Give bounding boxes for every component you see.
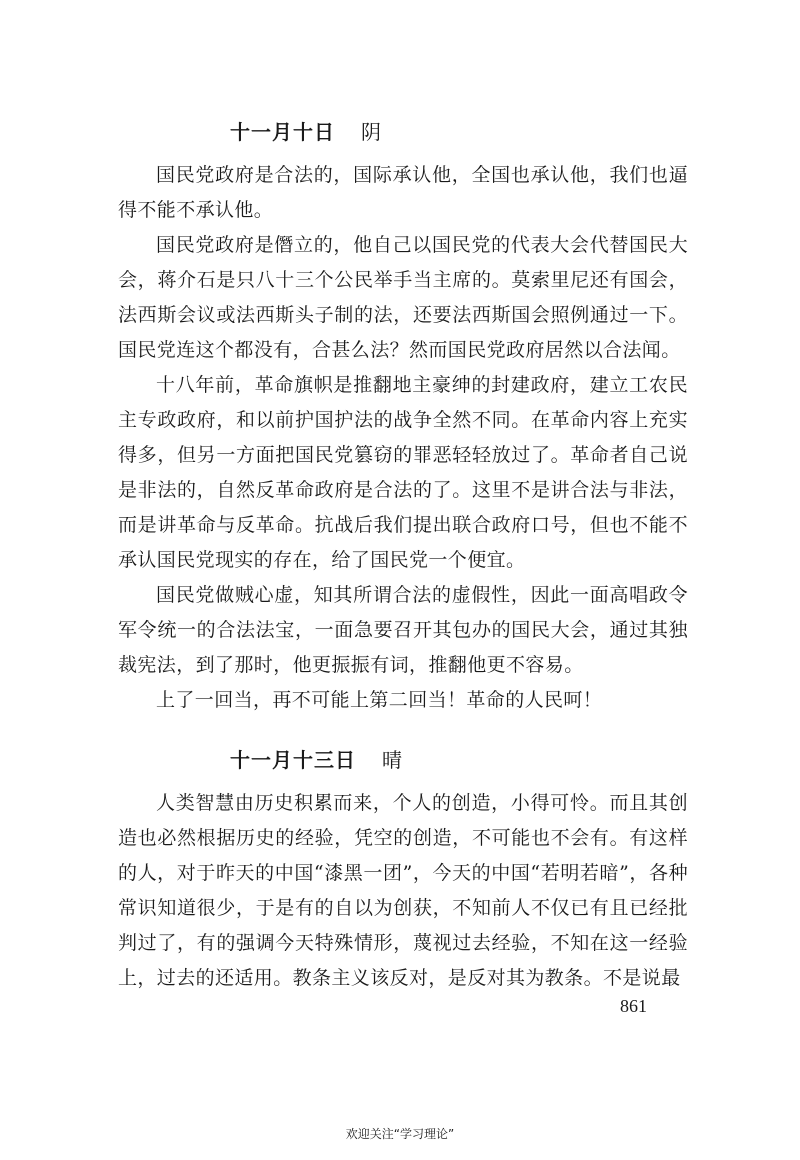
footer-watermark-text: 欢迎关注“学习理论” xyxy=(345,1127,455,1141)
paragraph: 人类智慧由历史积累而来，个人的创造，小得可怜。而且其创造也必然根据历史的经验，凭空的创造，不可能也不会有。有这样的人，对于昨天的中国“漆黑一团”，今天的中国“若明若暗”，各种常识知道很少，于是有的自以为创获，不知前人不仅已有且已经批判过了，有的强调今天特殊情形，蔑视过去经验，不知在这一经验上，过去的还适用。教条主义该反对，是反对其为教条。不是说最 xyxy=(118,792,688,989)
entry-weather: 晴 xyxy=(382,748,403,772)
paragraph: 十八年前，革命旗帜是推翻地主豪绅的封建政府，建立工农民主专政政府，和以前护国护法的战争全然不同。在革命内容上充实得多，但另一方面把国民党篡窃的罪恶轻轻放过了。革命者自己说是非法的，自然反革命政府是合法的了。这里不是讲合法与非法，而是讲革命与反革命。抗战后我们提出联合政府口号，但也不能不承认国民党现实的存在，给了国民党一个便宜。 xyxy=(118,374,688,571)
page-number: 861 xyxy=(620,996,647,1016)
paragraph: 国民党政府是僭立的，他自己以国民党的代表大会代替国民大会，蒋介石是只八十三个公民举手当主席的。莫索里尼还有国会，法西斯会议或法西斯头子制的法，还要法西斯国会照例通过一下。国民党连这个都没有，合甚么法？然而国民党政府居然以合法闻。 xyxy=(118,234,688,361)
entry-weather: 阴 xyxy=(361,120,382,144)
paragraph: 国民党做贼心虚，知其所谓合法的虚假性，因此一面高唱政令军令统一的合法法宝，一面急要召开其包办的国民大会，通过其独裁宪法，到了那时，他更振振有词，推翻他更不容易。 xyxy=(118,584,688,676)
diary-content xyxy=(118,112,688,996)
entry-heading-nov-13 xyxy=(118,740,688,780)
entry-date: 十一月十三日 xyxy=(230,748,356,772)
paragraph: 国民党政府是合法的，国际承认他，全国也承认他，我们也逼得不能不承认他。 xyxy=(118,164,688,221)
paragraph: 上了一回当，再不可能上第二回当！革命的人民呵！ xyxy=(156,689,603,711)
entry-date: 十一月十日 xyxy=(230,120,335,144)
entry-heading-nov-10 xyxy=(118,112,688,152)
